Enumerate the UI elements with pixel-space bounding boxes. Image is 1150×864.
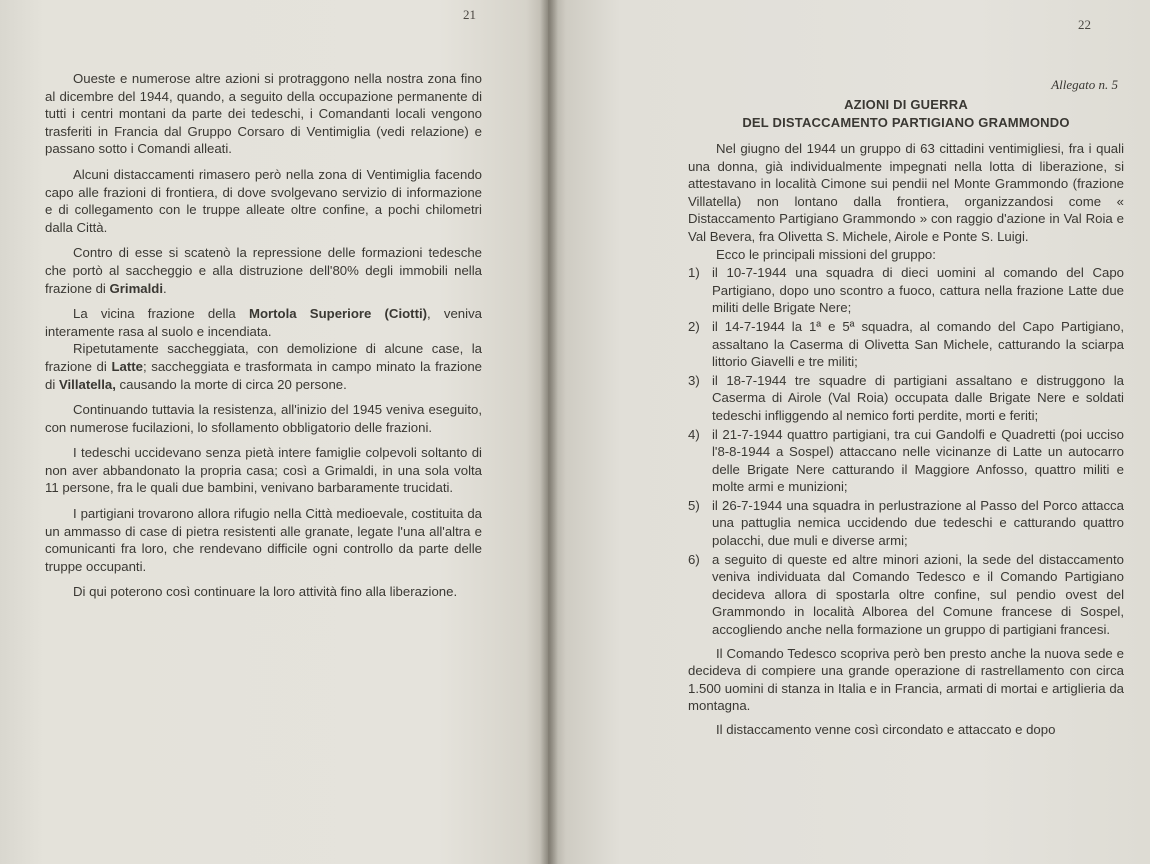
book-gutter [540, 0, 558, 864]
left-page [0, 0, 548, 864]
mission-item [688, 372, 1124, 425]
right-page-text [688, 76, 1124, 739]
mission-number: 3) [688, 372, 700, 388]
mission-text: il 21-7-1944 quattro partigiani, tra cui Gandolfi e Quadretti (poi ucciso l'8-8-1944 a Sospel) attaccano nelle vicinanze di Latte un autocarro delle Brigate Nere catturando il Maggiore Anfosso, quattro militi e molte armi e munizioni; [712, 426, 1124, 495]
place-name: Mortola Superiore (Ciotti) [248, 306, 428, 322]
attachment-label: Allegato n. 5 [1051, 77, 1118, 92]
section-heading: DEL DISTACCAMENTO PARTIGIANO GRAMMONDO [742, 115, 1070, 130]
mission-text: il 14-7-1944 la 1ª e 5ª squadra, al comando del Capo Partigiano, assaltano la Caserma di Olivetta San Michele, catturando la sciarpa littorio Giavelli e tre militi; [712, 318, 1124, 370]
place-name: Latte [111, 358, 143, 374]
mission-number: 1) [688, 265, 700, 281]
section-heading: AZIONI DI GUERRA [844, 97, 968, 112]
paragraph: Di qui poterono così continuare la loro attività fino alla liberazione. [73, 584, 458, 600]
mission-text: il 26-7-1944 una squadra in perlustrazione al Passo del Porco attacca una pattuglia nemica uccidendo due tedeschi e catturando quattro polacchi, due muli e diverse armi; [712, 497, 1124, 549]
mission-number: 6) [688, 551, 700, 567]
mission-number: 4) [688, 426, 700, 442]
mission-text: il 10-7-1944 una squadra di dieci uomini al comando del Capo Partigiano, dopo uno scontro a fuoco, cattura nella frazione Latte due militi delle Brigate Nere; [712, 265, 1124, 316]
intro-paragraph: Nel giugno del 1944 un gruppo di 63 cittadini ventimigliesi, fra i quali una donna, già individualmente impegnati nella lotta di liberazione, si attestavano in località Cimone sui pendii nel Monte Grammondo (frazione Villatella) non lontano dalla frontiera, organizzandosi come « Distaccamento Partigiano Grammondo » con raggio d'azione in Val Roia e Val Bevera, fra Olivetta S. Michele, Airole e Ponte S. Luigi. [688, 141, 1124, 244]
paragraph: La vicina frazione della Mortola Superiore (Ciotti), veniva interamente rasa al suolo e incendiata. [45, 306, 482, 339]
right-page [548, 0, 1150, 864]
mission-number: 2) [688, 318, 700, 334]
paragraph: Continuando tuttavia la resistenza, all'inizio del 1945 veniva eseguito, con numerose fucilazioni, lo sfollamento obbligatorio delle frazioni. [45, 402, 482, 435]
page-number-left: 21 [463, 7, 476, 22]
page-number-right: 22 [1078, 17, 1091, 32]
paragraph: Oueste e numerose altre azioni si protraggono nella nostra zona fino al dicembre del 1944, quando, a seguito della occupazione permanente di tutti i centri montani da parte dei tedeschi, i Comandanti locali vengono trasferiti in Francia dal Gruppo Corsaro di Ventimiglia (vedi relazione) e passano sotto i Comandi alleati. [45, 71, 482, 157]
mission-number: 5) [688, 497, 700, 513]
mission-item [688, 551, 1124, 639]
paragraph: I partigiani trovarono allora rifugio nella Città medioevale, costituita da un ammasso di case di pietra resistenti alle granate, legate l'una all'altra e comunicanti fra loro, che rendevano difficile ogni controllo da parte delle truppe occupanti. [45, 506, 482, 574]
mission-text: a seguito di queste ed altre minori azioni, la sede del distaccamento veniva individuata dal Comando Tedesco e il Comando Partigiano decideva allora di spostarla oltre confine, sul pendio ovest del Grammondo in località Alborea del Comune francese di Sospel, accogliendo anche nella formazione un gruppo di partigiani francesi. [712, 551, 1124, 638]
mission-item [688, 264, 1124, 317]
paragraph: Contro di esse si scatenò la repressione delle formazioni tedesche che portò al saccheggio e alla distruzione dell'80% degli immobili nella frazione di Grimaldi. [45, 245, 482, 296]
mission-item [688, 318, 1124, 371]
missions-intro: Ecco le principali missioni del gruppo: [716, 246, 936, 262]
paragraph: Alcuni distaccamenti rimasero però nella zona di Ventimiglia facendo capo alle frazioni di frontiera, di dove svolgevano servizio di informazione e di collegamento con le truppe alleate oltre confine, a pochi chilometri dalla Città. [45, 166, 482, 235]
closing-paragraph: Il distaccamento venne così circondato e attaccato e dopo [716, 722, 1056, 737]
place-name: Villatella, [58, 376, 116, 392]
place-name: Grimaldi [109, 280, 164, 296]
paragraph: I tedeschi uccidevano senza pietà intere famiglie colpevoli soltanto di non aver abbandonato la propria casa; così a Grimaldi, in una sola volta 11 persone, fra le quali due bambini, venivano barbaramente trucidati. [45, 445, 482, 496]
paragraph: Ripetutamente saccheggiata, con demolizione di alcune case, la frazione di Latte; saccheggiata e trasformata in campo minato la frazione di Villatella, causando la morte di circa 20 persone. [45, 341, 482, 392]
left-page-text [45, 70, 482, 601]
mission-item [688, 426, 1124, 496]
mission-item [688, 497, 1124, 550]
mission-text: il 18-7-1944 tre squadre di partigiani assaltano e distruggono la Caserma di Airole (Val Roia) occupata dalle Brigate Nere e soldati tedeschi infliggendo al nemico forti perdite, morti e feriti; [712, 372, 1124, 423]
closing-paragraph: Il Comando Tedesco scopriva però ben presto anche la nuova sede e decideva di compiere una grande operazione di rastrellamento con circa 1.500 uomini di stanza in Italia e in Francia, armati di mortai e artiglieria da montagna. [688, 645, 1124, 714]
